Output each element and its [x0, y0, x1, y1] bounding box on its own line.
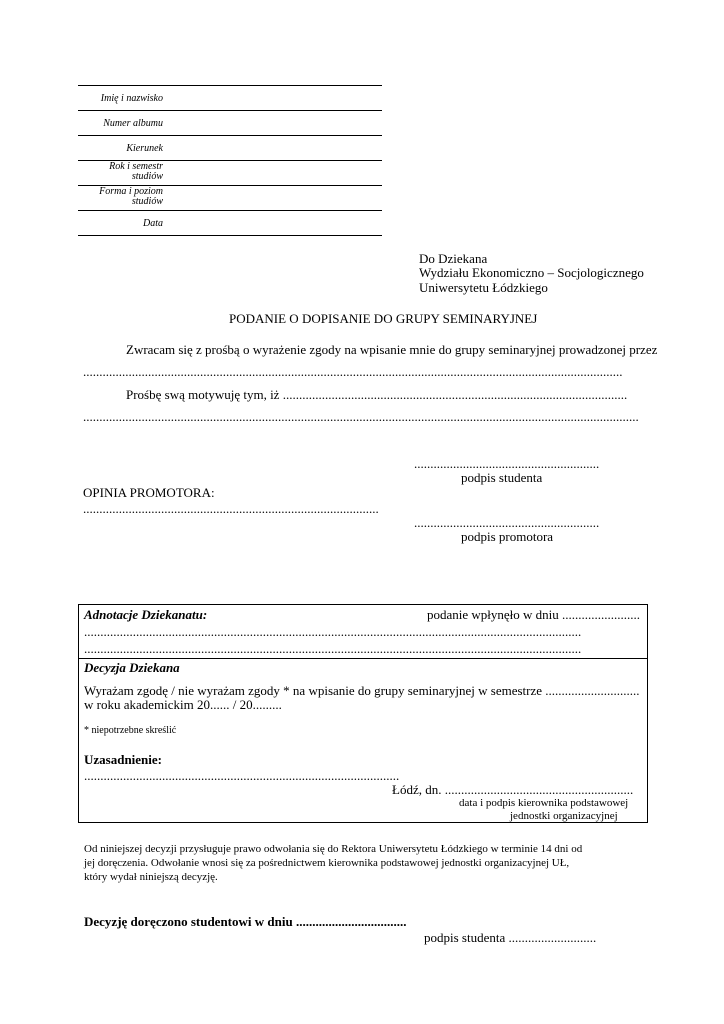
annotations-dots-2[interactable]: ......................................................................................................................................................... [84, 641, 582, 656]
promoter-opinion-heading: OPINIA PROMOTORA: [83, 485, 215, 500]
annotations-label: Adnotacje Dziekanatu: [84, 607, 208, 622]
decision-text[interactable]: Wyrażam zgodę / nie wyrażam zgody * na wpisanie do grupy seminaryjnej w semestrze ............................. [84, 683, 640, 698]
addressee-line-2: Wydziału Ekonomiczno – Socjologicznego [419, 265, 644, 280]
promoter-signature-label: podpis promotora [461, 529, 554, 544]
received-date-text[interactable]: podanie wpłynęło w dniu ........................ [427, 607, 641, 622]
label-name: Imię i nazwisko [100, 93, 163, 104]
academic-year-text[interactable]: w roku akademickim 20...... / 20......... [84, 697, 282, 712]
appeal-line-3: który wydał niniejszą decyzję. [84, 871, 218, 883]
annotations-dots-1[interactable]: ......................................................................................................................................................... [84, 624, 582, 639]
decision-label: Decyzja Dziekana [84, 660, 180, 675]
dean-office-box [78, 604, 648, 823]
box-divider [79, 658, 647, 659]
motivation-text[interactable]: Prośbę swą motywuję tym, iż .......................................................................................................... [126, 387, 628, 402]
request-text: Zwracam się z prośbą o wyrażenie zgody na wpisanie mnie do grupy seminaryjnej prowadzonej przez [126, 342, 658, 357]
footnote-strike: * niepotrzebne skreślić [84, 725, 177, 736]
head-signature-line-1: data i podpis kierownika podstawowej [459, 797, 629, 809]
addressee-line-3: Uniwersytetu Łódzkiego [419, 280, 548, 295]
label-date: Data [143, 218, 163, 229]
field-name-line[interactable] [78, 110, 382, 111]
label-album-number: Numer albumu [103, 118, 163, 129]
student-signature-label: podpis studenta [461, 470, 543, 485]
promoter-signature-dots[interactable]: ......................................................... [414, 515, 600, 530]
student-signature-dots[interactable]: ......................................................... [414, 456, 600, 471]
addressee-line-1: Do Dziekana [419, 251, 488, 266]
justification-dots[interactable]: ................................................................................................. [84, 768, 399, 783]
field-album-number-line[interactable] [78, 135, 382, 136]
table-rule [78, 85, 382, 86]
document-title: PODANIE O DOPISANIE DO GRUPY SEMINARYJNEJ [229, 311, 538, 326]
request-dotted-line-2[interactable]: ........................................................................................................................................................................... [83, 409, 639, 424]
label-year-semester: Rok i semestr studiów [109, 161, 163, 182]
field-form-level-line[interactable] [78, 210, 382, 211]
appeal-line-1: Od niniejszej decyzji przysługuje prawo odwołania się do Rektora Uniwersytetu Łódzkiego w terminie 14 dni od [84, 843, 583, 855]
field-date-line[interactable] [78, 235, 382, 236]
label-form-level: Forma i poziom studiów [99, 186, 163, 207]
place-date-text[interactable]: Łódź, dn. .......................................................... [392, 782, 634, 797]
head-signature-line-2: jednostki organizacyjnej [510, 810, 618, 822]
promoter-opinion-dots[interactable]: ........................................................................................... [83, 501, 379, 516]
delivery-student-signature[interactable]: podpis studenta ........................... [424, 930, 597, 945]
appeal-line-2: jej doręczenia. Odwołanie wnosi się za pośrednictwem kierownika podstawowej jednostki organizacyjnej UŁ, [84, 857, 570, 869]
delivery-text[interactable]: Decyzję doręczono studentowi w dniu .................................. [84, 914, 407, 929]
label-field-of-study: Kierunek [126, 143, 163, 154]
justification-label: Uzasadnienie: [84, 752, 162, 767]
request-dotted-line-1[interactable]: ...................................................................................................................................................................... [83, 364, 623, 379]
